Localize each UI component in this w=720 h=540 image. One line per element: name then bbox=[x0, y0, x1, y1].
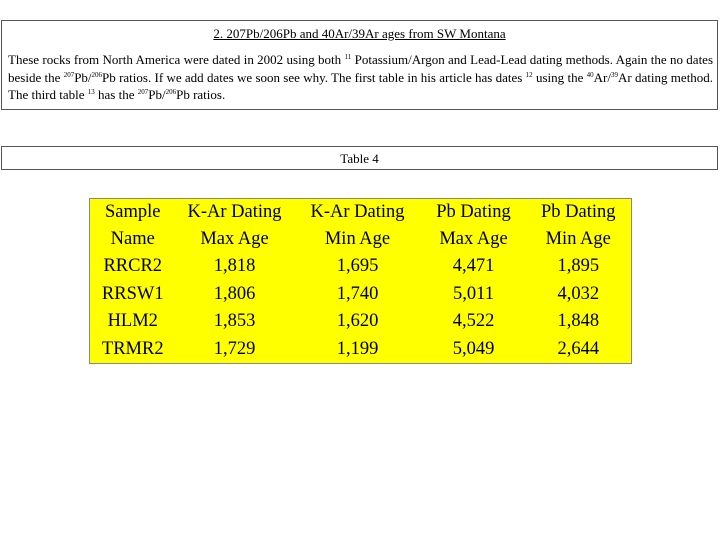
data-table bbox=[89, 198, 632, 364]
value-cell: 1,740 bbox=[336, 283, 379, 304]
header-cell: Pb Dating bbox=[436, 202, 511, 222]
para-text: has the bbox=[98, 87, 135, 102]
value-cell: 4,032 bbox=[557, 283, 600, 304]
header-cell: Name bbox=[110, 229, 155, 249]
isotope-sup: 207 bbox=[137, 88, 149, 96]
value-cell: 1,695 bbox=[336, 256, 379, 277]
table-caption: Table 4 bbox=[340, 151, 379, 166]
isotope-sup: 40 bbox=[586, 70, 594, 79]
table-row bbox=[90, 253, 632, 281]
para-text: Pb/ bbox=[148, 87, 166, 102]
header-cell: Pb Dating bbox=[540, 202, 616, 222]
table-row bbox=[90, 308, 632, 336]
ref-sup: 13 bbox=[87, 88, 95, 96]
table-row bbox=[90, 336, 632, 364]
sample-cell: TRMR2 bbox=[101, 338, 164, 359]
intro-paragraph bbox=[8, 51, 713, 104]
header-cell: K-Ar Dating bbox=[187, 202, 282, 222]
value-cell: 1,853 bbox=[213, 311, 256, 332]
isotope-sup: 207 bbox=[63, 70, 75, 79]
sample-cell: HLM2 bbox=[107, 311, 158, 332]
value-cell: 1,729 bbox=[213, 338, 256, 359]
value-cell: 1,620 bbox=[336, 311, 379, 332]
header-cell: Sample bbox=[105, 202, 161, 222]
para-text: using the bbox=[535, 69, 584, 85]
table-row bbox=[90, 281, 632, 309]
value-cell: 1,895 bbox=[557, 256, 600, 277]
table-header-row bbox=[90, 226, 632, 253]
para-text: Pb/ bbox=[74, 69, 92, 85]
value-cell: 1,848 bbox=[557, 311, 600, 332]
table-caption-box bbox=[1, 146, 718, 170]
para-text: Potassium/Argon and Lead-Lead dating methods. Again the no dates beside the bbox=[8, 52, 714, 85]
para-text: Ar/ bbox=[593, 69, 611, 85]
sample-cell: RRCR2 bbox=[103, 256, 163, 277]
para-text: Pb ratios. bbox=[176, 87, 226, 102]
value-cell: 1,818 bbox=[213, 256, 256, 277]
para-text: These rocks from North America were dated in 2002 using both bbox=[8, 52, 342, 67]
header-cell: Max Age bbox=[439, 229, 508, 249]
value-cell: 4,522 bbox=[452, 311, 495, 332]
section-heading: 2. 207Pb/206Pb and 40Ar/39Ar ages from SW Montana bbox=[213, 26, 506, 41]
value-cell: 4,471 bbox=[452, 256, 495, 277]
ref-sup: 12 bbox=[525, 70, 533, 79]
header-cell: K-Ar Dating bbox=[310, 202, 405, 222]
isotope-sup: 39 bbox=[611, 70, 618, 79]
header-cell: Min Age bbox=[324, 229, 391, 249]
value-cell: 5,011 bbox=[453, 283, 494, 304]
sample-cell: RRSW1 bbox=[101, 283, 164, 304]
isotope-sup: 206 bbox=[165, 88, 177, 96]
ref-sup: 11 bbox=[344, 53, 352, 61]
table-header-row bbox=[90, 199, 632, 227]
para-text: Pb ratios. If we add dates we soon see why. The first table in his article has dates bbox=[102, 69, 523, 85]
intro-box bbox=[1, 20, 718, 110]
header-cell: Max Age bbox=[200, 229, 269, 249]
value-cell: 2,644 bbox=[557, 338, 600, 359]
para-text: Ar dating method. The third table bbox=[8, 69, 714, 102]
value-cell: 1,806 bbox=[213, 283, 256, 304]
value-cell: 1,199 bbox=[336, 338, 379, 359]
isotope-sup: 206 bbox=[91, 70, 103, 79]
header-cell: Min Age bbox=[545, 229, 611, 249]
value-cell: 5,049 bbox=[452, 338, 495, 359]
